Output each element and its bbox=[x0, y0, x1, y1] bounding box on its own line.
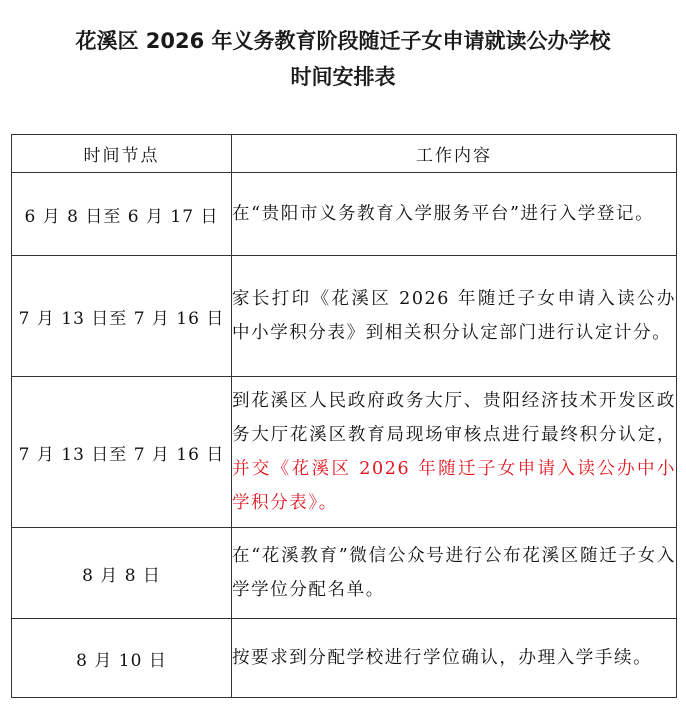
row-date: 8 月 10 日 bbox=[12, 619, 232, 698]
row-date: 7 月 13 日至 7 月 16 日 bbox=[12, 256, 232, 377]
row-date: 8 月 8 日 bbox=[12, 528, 232, 619]
row-content-text: 在“花溪教育”微信公众号进行公布花溪区随迁子女入学学位分配名单。 bbox=[232, 546, 676, 600]
row-content-highlight: 并交《花溪区 2026 年随迁子女申请入读公办中小学积分表》。 bbox=[232, 459, 676, 513]
header-work-content: 工作内容 bbox=[232, 135, 677, 173]
row-content bbox=[232, 528, 677, 619]
table-row bbox=[12, 256, 677, 377]
row-date: 6 月 8 日至 6 月 17 日 bbox=[12, 173, 232, 256]
document-title-line2: 时间安排表 bbox=[290, 65, 396, 89]
row-content bbox=[232, 173, 677, 256]
table-header-row bbox=[12, 135, 677, 173]
row-content bbox=[232, 377, 677, 528]
schedule-table bbox=[11, 134, 677, 698]
row-content bbox=[232, 256, 677, 377]
row-date: 7 月 13 日至 7 月 16 日 bbox=[12, 377, 232, 528]
row-content-text: 按要求到分配学校进行学位确认，办理入学手续。 bbox=[232, 648, 653, 668]
row-content-text: 在“贵阳市义务教育入学服务平台”进行入学登记。 bbox=[232, 204, 655, 224]
row-content bbox=[232, 619, 677, 698]
table-row bbox=[12, 528, 677, 619]
table-row bbox=[12, 173, 677, 256]
row-content-text: 家长打印《花溪区 2026 年随迁子女申请入读公办中小学积分表》到相关积分认定部门进行认定计分。 bbox=[232, 289, 676, 343]
header-time-node: 时间节点 bbox=[12, 135, 232, 173]
table-row bbox=[12, 619, 677, 698]
document-title-line1: 花溪区 2026 年义务教育阶段随迁子女申请就读公办学校 bbox=[75, 29, 611, 53]
row-content-text: 到花溪区人民政府政务大厅、贵阳经济技术开发区政务大厅花溪区教育局现场审核点进行最终积分认定， bbox=[232, 391, 676, 445]
table-row bbox=[12, 377, 677, 528]
